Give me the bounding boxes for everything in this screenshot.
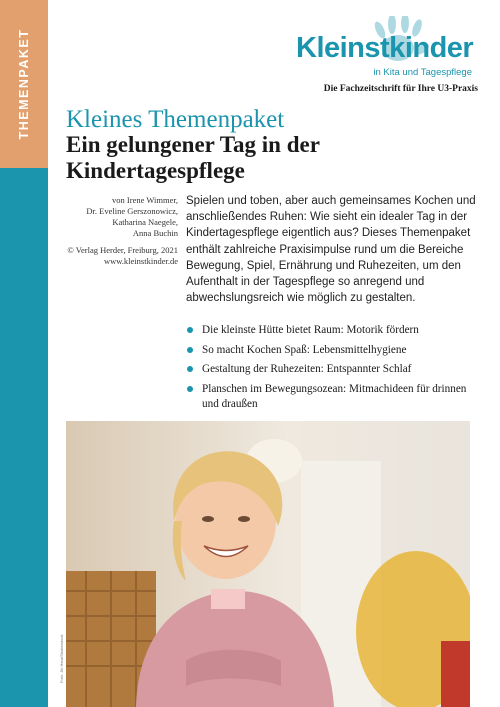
list-item-text: Planschen im Bewegungsozean: Mitmachideen für drinnen und draußen (202, 382, 467, 410)
copyright-notice (66, 245, 178, 267)
title-line: Ein gelungener Tag in der (66, 132, 320, 157)
bullet-dot-icon (187, 386, 193, 392)
kleinstkinder-logo (288, 14, 480, 88)
bullet-dot-icon (187, 347, 193, 353)
article-kicker: Kleines Themenpaket (66, 106, 285, 133)
author-line: Anna Buchin (132, 228, 178, 238)
intro-paragraph: Spielen und toben, aber auch gemeinsames Kochen und anschließendes Ruhen: Wie sieht ein idealer Tag in der Kindertagespflege eigentlich aus? Dieses Themenpaket enthält zahlreiche Praxisimpulse rund um die Bereiche Bewegung, Spiel, Ernährung und Ruhezeiten, um den Aufenthalt in der Tagespflege so anregend und abwechslungsreich wie möglich zu gestalten. (186, 195, 476, 305)
article-title (66, 132, 466, 184)
copyright-line: © Verlag Herder, Freiburg, 2021 (67, 245, 178, 255)
topic-list (186, 323, 476, 417)
list-item (186, 362, 476, 378)
author-line: von Irene Wimmer, (112, 195, 178, 205)
logo-subline: in Kita und Tagespflege (373, 67, 472, 78)
title-line: Kindertagespflege (66, 158, 245, 183)
themenpaket-tab-label: THEMENPAKET (17, 28, 31, 140)
bullet-dot-icon (187, 366, 193, 372)
author-list (66, 195, 178, 239)
list-item-text: Gestaltung der Ruhezeiten: Entspannter Schlaf (202, 363, 412, 375)
logo-wordmark: Kleinstkinder (296, 32, 474, 64)
list-item (186, 323, 476, 339)
child-photo (66, 421, 470, 707)
child-photo-illustration (66, 421, 470, 707)
bullet-dot-icon (187, 327, 193, 333)
photo-credit: Foto: Jiri Hera/Shutterstock (59, 634, 64, 683)
magazine-tagline: Die Fachzeitschrift für Ihre U3-Praxis (323, 84, 478, 94)
themenpaket-tab (0, 0, 48, 168)
list-item-text: Die kleinste Hütte bietet Raum: Motorik fördern (202, 324, 419, 336)
list-item (186, 382, 476, 413)
author-line: Dr. Eveline Gerszonowicz, (86, 206, 178, 216)
author-line: Katharina Naegele, (112, 217, 178, 227)
list-item (186, 343, 476, 359)
list-item-text: So macht Kochen Spaß: Lebensmittelhygiene (202, 343, 407, 356)
website-link[interactable]: www.kleinstkinder.de (103, 256, 178, 266)
